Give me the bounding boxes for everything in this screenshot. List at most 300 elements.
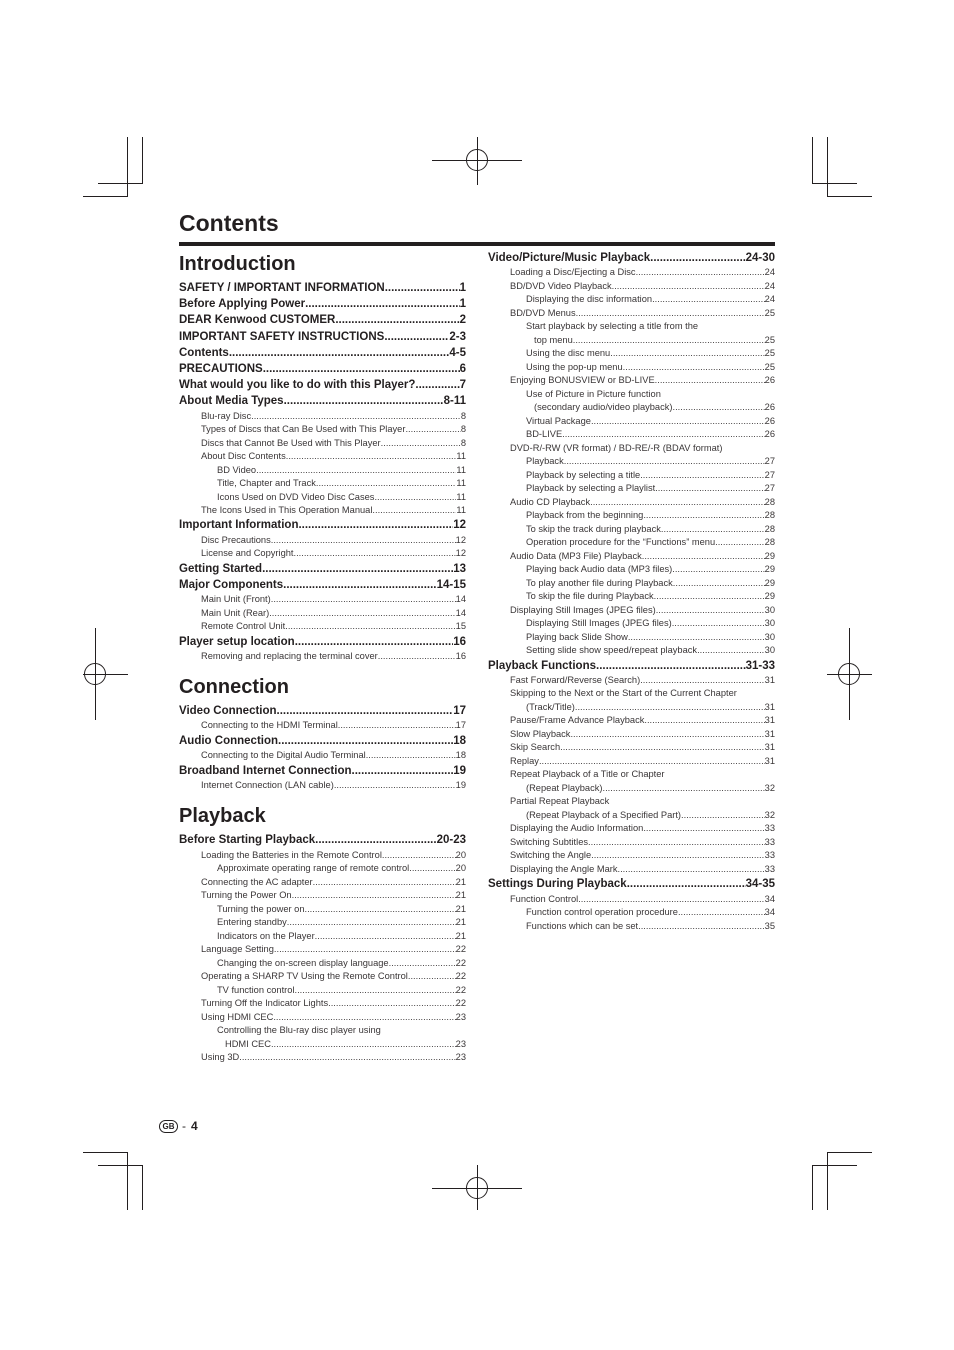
toc-entry-main — [179, 377, 466, 393]
toc-entry-label: Remote Control Unit — [201, 621, 286, 632]
toc-entry-label: Displaying the Audio Information — [510, 823, 644, 834]
toc-entry-page: 23 — [455, 1038, 466, 1049]
toc-entry-label: About Disc Contents — [201, 451, 286, 461]
toc-entry-sub — [488, 496, 775, 510]
toc-entry-sub — [488, 334, 775, 348]
toc-entry-label: About Media Types — [179, 395, 284, 408]
toc-entry-page: 27 — [764, 456, 775, 467]
toc-entry-sub — [179, 504, 466, 518]
toc-entry-main — [179, 518, 466, 534]
toc-entry-sub — [179, 849, 466, 863]
toc-entry-sub — [179, 1038, 466, 1052]
toc-entry-label: Fast Forward/Reverse (Search) — [510, 674, 641, 685]
toc-entry-page: 33 — [764, 836, 775, 847]
toc-entry-page: 18 — [455, 750, 466, 761]
toc-entry-label: Using the pop-up menu — [526, 361, 623, 372]
toc-entry-page: 14-15 — [436, 578, 466, 591]
toc-entry-label: Entering standby — [217, 917, 287, 927]
toc-entry-page: 31 — [764, 674, 775, 685]
toc-entry-page: 11 — [456, 464, 466, 475]
toc-entry-sub — [179, 491, 466, 505]
dot-leader — [673, 577, 765, 591]
toc-entry-label: What would you like to do with this Player? — [179, 379, 416, 392]
dot-leader — [287, 916, 456, 930]
toc-list-playback-continued — [488, 250, 775, 933]
toc-entry-label: Icons Used on DVD Video Disc Cases — [217, 491, 375, 502]
toc-entry-sub — [179, 916, 466, 930]
toc-entry-sub — [179, 984, 466, 998]
dot-leader — [654, 590, 765, 604]
toc-entry-label: Loading the Batteries in the Remote Control — [201, 849, 382, 860]
toc-entry-label: Audio CD Playback — [510, 496, 591, 507]
toc-entry-sub — [488, 604, 775, 618]
toc-entry-label: Displaying the disc information — [526, 294, 653, 305]
toc-entry-sub — [488, 822, 775, 836]
toc-entry-sub — [179, 1011, 466, 1025]
dot-leader — [273, 1011, 455, 1025]
toc-entry-label: Blu-ray Disc — [201, 410, 252, 421]
toc-entry-page: 34 — [764, 893, 775, 904]
dot-leader — [294, 547, 456, 561]
dot-leader — [284, 393, 444, 409]
dot-leader — [313, 876, 456, 890]
toc-entry-page: 28 — [764, 510, 775, 521]
toc-entry-label: Turning the Power On — [201, 890, 292, 900]
dot-leader — [618, 863, 765, 877]
toc-entry-sub — [488, 280, 775, 294]
toc-entry-page: 30 — [764, 645, 775, 656]
toc-entry-sub — [179, 593, 466, 607]
toc-entry-label: Types of Discs that Can Be Used with This Player — [201, 424, 406, 434]
toc-entry-page: 32 — [764, 809, 775, 820]
dot-leader — [271, 1038, 456, 1052]
toc-entry-label: Playback from the beginning — [526, 510, 644, 521]
toc-entry-page: 20 — [455, 863, 466, 873]
toc-entry-sub — [488, 482, 775, 496]
dot-leader — [640, 469, 764, 483]
toc-entry-label: Before Applying Power — [179, 298, 306, 311]
toc-entry-label-line: DVD-R/-RW (VR format) / BD-RE/-R (BDAV format) — [510, 442, 723, 453]
dot-leader — [678, 906, 765, 920]
toc-entry-label: Replay — [510, 755, 539, 766]
toc-entry-label: Connecting to the Digital Audio Terminal — [201, 750, 366, 761]
toc-entry-label: BD-LIVE — [526, 429, 563, 440]
dot-leader — [415, 377, 459, 393]
dot-leader — [612, 280, 765, 294]
toc-entry-label: Setting slide show speed/repeat playback — [526, 645, 698, 656]
dot-leader — [352, 763, 454, 779]
toc-entry-label: Connecting the AC adapter — [201, 876, 313, 887]
dot-leader — [374, 491, 456, 505]
toc-entry-page: 19 — [455, 779, 466, 790]
toc-entry-label: Operation procedure for the “Functions” menu — [526, 537, 716, 548]
toc-entry-label: Using HDMI CEC — [201, 1011, 274, 1022]
toc-entry-sub — [488, 863, 775, 877]
toc-entry-main — [179, 832, 466, 848]
toc-entry-label: (Repeat Playback) — [526, 782, 603, 793]
toc-entry-page: 12 — [455, 548, 466, 559]
toc-entry-sub — [179, 930, 466, 944]
toc-entry-label: Skip Search — [510, 742, 561, 753]
toc-entry-page: 32 — [764, 782, 775, 793]
toc-entry-page: 27 — [764, 469, 775, 480]
toc-entry-sub — [488, 523, 775, 537]
toc-entry-sub — [488, 469, 775, 483]
toc-entry-page: 33 — [764, 823, 775, 834]
toc-entry-sub — [488, 849, 775, 863]
toc-entry-page: 23 — [455, 1011, 466, 1022]
toc-entry-page: 21 — [455, 917, 466, 927]
toc-entry-page: 25 — [764, 307, 775, 318]
dot-leader — [590, 496, 765, 510]
toc-entry-label: Functions which can be set — [526, 920, 639, 931]
toc-entry-sub — [488, 293, 775, 307]
toc-entry-page: 22 — [455, 998, 466, 1008]
toc-entry-label-line: Controlling the Blu-ray disc player using — [217, 1025, 381, 1035]
dot-leader — [305, 903, 456, 917]
toc-entry-page: 29 — [764, 591, 775, 602]
toc-entry-sub — [488, 728, 775, 742]
toc-entry-main — [179, 280, 466, 296]
toc-entry-label: Broadband Internet Connection — [179, 764, 352, 777]
toc-entry-label: Operating a SHARP TV Using the Remote Control — [201, 971, 408, 981]
toc-entry-sub — [179, 477, 466, 491]
toc-entry-label: Audio Connection — [179, 734, 279, 747]
toc-entry-sub — [488, 374, 775, 388]
toc-entry-sub — [488, 361, 775, 375]
toc-entry-page: 30 — [764, 631, 775, 642]
toc-entry-sub — [488, 836, 775, 850]
toc-entry-page: 31 — [764, 728, 775, 739]
dot-leader — [644, 714, 764, 728]
toc-entry-page: 30 — [764, 618, 775, 629]
toc-entry-label: Removing and replacing the terminal cover — [201, 650, 378, 661]
toc-entry-sub — [179, 889, 466, 903]
toc-entry-sub — [488, 266, 775, 280]
dot-leader — [298, 518, 453, 534]
toc-entry-sub — [488, 563, 775, 577]
toc-entry-page: 29 — [764, 550, 775, 561]
toc-entry-label: Switching Subtitles — [510, 836, 589, 847]
toc-entry-label: Approximate operating range of remote control — [217, 863, 410, 873]
toc-entry-page: 31 — [764, 715, 775, 726]
dot-leader — [602, 782, 764, 796]
toc-entry-label: Disc Precautions — [201, 534, 271, 545]
toc-entry-page: 22 — [455, 957, 466, 968]
toc-entry-page: 21 — [455, 890, 466, 900]
dot-leader — [338, 719, 456, 733]
toc-entry-sub — [179, 607, 466, 621]
toc-entry-main — [488, 876, 775, 892]
toc-entry-label: License and Copyright — [201, 548, 294, 559]
toc-entry-page: 11 — [456, 478, 466, 488]
section-heading-connection: Connection — [179, 676, 289, 699]
toc-entry-page: 22 — [455, 971, 466, 981]
dot-leader — [638, 920, 765, 934]
toc-entry-label-line: Start playback by selecting a title from the — [526, 321, 699, 332]
footer-separator: - — [182, 1119, 186, 1133]
toc-entry-sub — [488, 906, 775, 920]
toc-entry-sub — [179, 719, 466, 733]
dot-leader — [588, 836, 765, 850]
toc-entry-page: 1 — [459, 298, 466, 311]
toc-entry-page: 26 — [764, 415, 775, 426]
toc-entry-label: Before Starting Playback — [179, 834, 316, 847]
toc-entry-page: 22 — [455, 984, 466, 995]
dot-leader — [277, 703, 454, 719]
toc-entry-page: 2 — [459, 314, 466, 327]
toc-entry-main — [488, 658, 775, 674]
toc-entry-sub — [488, 401, 775, 415]
toc-entry-page: 8 — [460, 437, 466, 448]
toc-entry-sub — [488, 920, 775, 934]
dot-leader — [681, 809, 765, 823]
toc-entry-label-line: Partial Repeat Playback — [510, 796, 610, 807]
toc-entry-sub — [488, 536, 775, 550]
page-footer — [159, 1119, 198, 1133]
dot-leader — [271, 593, 456, 607]
toc-entry-sub — [488, 415, 775, 429]
toc-entry-label: BD Video — [217, 464, 257, 475]
region-badge: GB — [159, 1120, 178, 1133]
dot-leader — [578, 893, 764, 907]
dot-leader — [697, 644, 765, 658]
toc-entry-page: 21 — [455, 930, 466, 941]
toc-entry-label: Getting Started — [179, 562, 263, 575]
toc-entry-label: The Icons Used in This Operation Manual — [201, 505, 373, 515]
toc-entry-label: Contents — [179, 346, 229, 359]
toc-entry-page: 31 — [764, 755, 775, 766]
dot-leader — [652, 293, 765, 307]
dot-leader — [285, 620, 455, 634]
dot-leader — [562, 428, 764, 442]
dot-leader — [643, 509, 764, 523]
toc-entry-page: 25 — [764, 348, 775, 359]
toc-entry-main — [179, 561, 466, 577]
toc-entry-page: 33 — [764, 850, 775, 861]
toc-entry-label: Function Control — [510, 893, 579, 904]
toc-entry-label: Playback by selecting a Playlist — [526, 483, 656, 494]
toc-entry-page: 22 — [455, 944, 466, 954]
toc-entry-page: 11 — [456, 505, 466, 515]
toc-entry-label: To skip the file during Playback — [526, 591, 654, 602]
dot-leader — [389, 957, 456, 971]
toc-entry-page: 31 — [764, 701, 775, 712]
toc-entry-label: Loading a Disc/Ejecting a Disc — [510, 267, 636, 278]
toc-entry-sub — [488, 509, 775, 523]
toc-entry-page: 7 — [459, 379, 466, 392]
toc-entry-page: 29 — [764, 564, 775, 575]
toc-entry-page: 18 — [453, 734, 466, 747]
toc-list-connection — [179, 703, 466, 792]
dot-leader — [672, 563, 764, 577]
toc-entry-page: 21 — [455, 876, 466, 887]
section-heading-playback: Playback — [179, 805, 266, 828]
toc-entry-label: Settings During Playback — [488, 878, 627, 891]
toc-entry-label: Important Information — [179, 519, 299, 532]
toc-entry-page: 31 — [764, 742, 775, 753]
toc-entry-sub — [179, 464, 466, 478]
toc-entry-label: Title, Chapter and Track — [217, 478, 316, 488]
dot-leader — [384, 329, 449, 345]
toc-list-introduction — [179, 280, 466, 663]
toc-entry-page: 14 — [455, 607, 466, 618]
dot-leader — [381, 437, 461, 451]
toc-entry-page: 11 — [456, 491, 466, 502]
dot-leader — [251, 410, 461, 424]
toc-entry-label-line: Repeat Playback of a Title or Chapter — [510, 769, 665, 780]
toc-entry-sub — [488, 307, 775, 321]
toc-entry-page: 24 — [764, 294, 775, 305]
toc-entry-main — [179, 393, 466, 409]
toc-entry-label: Enjoying BONUSVIEW or BD-LIVE — [510, 375, 655, 386]
toc-entry-label: IMPORTANT SAFETY INSTRUCTIONS — [179, 330, 385, 343]
toc-entry-label: (secondary audio/video playback) — [534, 402, 673, 413]
section-heading-introduction: Introduction — [179, 253, 296, 275]
toc-entry-sub — [179, 876, 466, 890]
dot-leader — [286, 450, 457, 464]
toc-entry-sub — [488, 741, 775, 755]
dot-leader — [672, 617, 765, 631]
toc-entry-sub — [488, 809, 775, 823]
dot-leader — [610, 347, 764, 361]
toc-entry-main — [179, 733, 466, 749]
toc-entry-sub — [179, 534, 466, 548]
dot-leader — [271, 534, 456, 548]
dot-leader — [229, 345, 450, 361]
toc-entry-sub — [488, 550, 775, 564]
toc-entry-label: Displaying Still Images (JPEG files) — [510, 604, 656, 615]
toc-entry-label: HDMI CEC — [225, 1038, 271, 1049]
toc-entry-page: 20 — [455, 849, 466, 860]
toc-entry-label: Playing back Slide Show — [526, 631, 628, 642]
toc-entry-page: 15 — [455, 621, 466, 632]
toc-entry-main — [179, 634, 466, 650]
page-title: Contents — [179, 210, 279, 236]
toc-entry-page: 4-5 — [449, 346, 466, 359]
toc-entry-label: Audio Data (MP3 File) Playback — [510, 550, 642, 561]
dot-leader — [673, 401, 765, 415]
toc-entry-page: 33 — [764, 863, 775, 874]
toc-entry-main — [179, 361, 466, 377]
toc-entry-page: 26 — [764, 375, 775, 386]
toc-entry-sub — [179, 862, 466, 876]
toc-entry-page: 28 — [764, 523, 775, 534]
toc-entry-page: 1 — [459, 281, 466, 294]
toc-entry-page: 24 — [764, 280, 775, 291]
toc-entry-label: Slow Playback — [510, 728, 571, 739]
dot-leader — [643, 822, 764, 836]
dot-leader — [262, 561, 453, 577]
toc-entry-sub — [179, 997, 466, 1011]
toc-entry-label: Turning the power on — [217, 903, 305, 914]
toc-entry-sub — [179, 957, 466, 971]
toc-entry-sub — [488, 617, 775, 631]
toc-entry-sub — [488, 590, 775, 604]
toc-entry-label: Video/Picture/Music Playback — [488, 251, 651, 264]
toc-entry-sub — [179, 943, 466, 957]
toc-entry-sub — [488, 782, 775, 796]
dot-leader — [239, 1051, 455, 1065]
toc-entry-sub — [488, 455, 775, 469]
dot-leader — [316, 477, 456, 491]
dot-leader — [269, 607, 455, 621]
toc-entry-label: DEAR Kenwood CUSTOMER — [179, 314, 336, 327]
toc-entry-page: 8 — [460, 424, 466, 434]
dot-leader — [378, 650, 456, 664]
dot-leader — [564, 455, 765, 469]
dot-leader — [408, 970, 456, 984]
toc-entry-main — [179, 763, 466, 779]
toc-entry-page: 17 — [453, 705, 466, 718]
toc-entry-main — [179, 329, 466, 345]
toc-entry-label: PRECAUTIONS — [179, 362, 263, 375]
toc-entry-label: (Track/Title) — [526, 701, 575, 712]
toc-entry-label: Function control operation procedure — [526, 907, 678, 918]
toc-entry-sub — [488, 347, 775, 361]
toc-entry-label: Using 3D — [201, 1052, 240, 1062]
toc-entry-label: BD/DVD Menus — [510, 307, 576, 318]
dot-leader — [335, 312, 459, 328]
toc-entry-label: Virtual Package — [526, 415, 591, 426]
dot-leader — [315, 832, 436, 848]
toc-list-playback — [179, 832, 466, 1064]
toc-entry-page: 12 — [455, 534, 466, 545]
dot-leader — [274, 943, 456, 957]
dot-leader — [305, 296, 460, 312]
dot-leader — [650, 250, 745, 266]
toc-entry-label: To skip the track during playback — [526, 523, 661, 534]
toc-entry-sub — [488, 428, 775, 442]
toc-entry-sub — [179, 437, 466, 451]
toc-left-column — [179, 250, 466, 1065]
toc-entry-main — [179, 296, 466, 312]
dot-leader — [591, 849, 765, 863]
toc-entry-page: 23 — [455, 1052, 466, 1062]
toc-entry-sub — [488, 714, 775, 728]
toc-entry-label: top menu — [534, 334, 573, 345]
toc-entry-label: Playback Functions — [488, 659, 597, 672]
dot-leader — [661, 523, 765, 537]
toc-entry-sub — [179, 970, 466, 984]
toc-entry-sub — [179, 620, 466, 634]
toc-entry-page: 24 — [764, 267, 775, 278]
toc-entry-label: BD/DVD Video Playback — [510, 280, 612, 291]
toc-entry-page: 6 — [459, 362, 466, 375]
dot-leader — [573, 334, 765, 348]
toc-entry-page: 25 — [764, 334, 775, 345]
toc-entry-sub — [179, 749, 466, 763]
dot-leader — [560, 741, 765, 755]
toc-entry-label: Displaying the Angle Mark — [510, 863, 618, 874]
toc-entry-page: 14 — [455, 594, 466, 605]
dot-leader — [372, 504, 456, 518]
toc-entry-main — [179, 345, 466, 361]
dot-leader — [256, 464, 456, 478]
dot-leader — [334, 779, 456, 793]
title-rule — [179, 242, 775, 246]
dot-leader — [656, 604, 765, 618]
toc-entry-label: To play another file during Playback — [526, 577, 673, 588]
toc-entry-sub — [488, 631, 775, 645]
toc-entry-page: 12 — [453, 519, 466, 532]
toc-entry-page: 26 — [764, 429, 775, 440]
toc-entry-page: 35 — [764, 920, 775, 931]
toc-entry-label: (Repeat Playback of a Specified Part) — [526, 809, 682, 820]
dot-leader — [315, 930, 456, 944]
toc-entry-page: 16 — [453, 635, 466, 648]
toc-entry-label: Language Setting — [201, 944, 274, 954]
